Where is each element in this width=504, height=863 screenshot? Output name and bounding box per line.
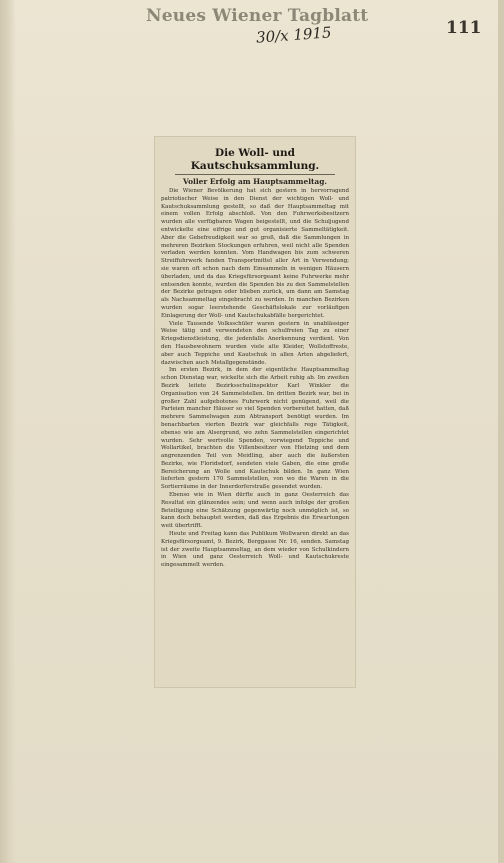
article-paragraph: Heute und Freitag kann das Publikum Wollwaren direkt an das Kriegsfürsorgeamt, 9. Bezirk, Berggasse Nr. 16, senden. Samstag ist der zweite Hauptsammeltag, an dem wieder von Schulkindern in Wien und ganz Oesterreich Woll- und Kautschukreste eingesammelt werden. (161, 531, 349, 569)
binding-fold (0, 0, 16, 863)
page-edge (498, 0, 504, 863)
article-subheadline: Voller Erfolg am Hauptsammeltag. (183, 177, 327, 186)
handwritten-date: 30/x 1915 (255, 23, 333, 47)
headline-rule (175, 174, 335, 175)
article-paragraph: Viele Tausende Volksschüler waren gestern in unablässiger Weise tätig und verwendeten den schulfreien Tag zu einer Kriegsdienstleistung, die jedenfalls Anerkennung verdient. Von den Hausbewohnern wurden viele alte Kleider, Wollstoffreste, aber auch Teppiche und Kautschuk in allen Arten abgeliefert, dazwischen auch Metallgegenstände. (161, 320, 349, 366)
newspaper-clipping (155, 137, 355, 687)
page-number: 111 (446, 18, 482, 38)
article-paragraph: Im ersten Bezirk, in dem der eigentliche Hauptsammeltag schon Dienstag war, wickelte sich die Arbeit ruhig ab. Im zweiten Bezirk leitete Bezirksschulinspektor Karl Winkler die Organisation von 24 Sammelstellen. Im dritten Bezirk war, bei in großer Zahl aufgebotenes Fuhrwerk nicht genügend, weil die Parteien mancher Häuser so viel Spenden vorbereitet hatten, daß mehrere Sammelwagen zum Abtransport benötigt wurden. Im benachbarten vierten Bezirk war gleichfalls rege Tätigkeit, ebenso wie am Alsergrund, wo zehn Sammelstellen eingerichtet wurden. Sehr wertvolle Spenden, vorwiegend Teppiche und Wollartikel, brachten die Villenbesitzer von Hietzing und dem angrenzenden Teil von Meidling, aber auch die äußersten Bezirke, wie Floridsdorf, sendeten viele Gaben, die eine große Bereicherung an Wolle und Kautschuk bilden. In ganz Wien lieferten gestern 170 Sammelstellen, von wo die Waren in die Sortierräume in der Innerdorferstraße gesendet wurden. (161, 367, 349, 491)
newspaper-masthead: Neues Wiener Tagblatt (146, 6, 369, 26)
article-paragraph: Ebenso wie in Wien dürfte auch in ganz Oesterreich das Resultat ein glänzendes sein; und wenn auch infolge der großen Beteiligung eine Schätzung gegenwärtig noch unmöglich ist, so kann doch behauptet werden, daß das Ergebnis die Erwartungen weit übertrifft. (161, 492, 349, 530)
article-paragraph: Die Wiener Bevölkerung hat sich gestern in hervorragend patriotischer Weise in den Dienst der wichtigen Woll- und Kautschuksammlung gestellt, so daß der Hauptsammeltag mit einem vollen Erfolg abschloß. Von den Fuhrwerksbesitzern wurden alle verfügbaren Wagen beigestellt, und die Schuljugend entwickelte eine eifrige und gut organisierte Sammeltätigkeit. Aber die Gebefreudigkeit war so groß, daß die Sammlungen in mehreren Bezirken Stockungen erfuhren, weil nicht alle Spenden verladen werden konnten. Vom Handwagen bis zum schweren Streiffuhrwerk fanden Transportmittel aller Art in Verwendung; sie waren oft schon nach dem Einsammeln in wenigen Häusern überladen, und da das Kriegsfürsorgeamt keine Fuhrwerke mehr entsenden konnte, wurden die Spenden bis zu den Sammelstellen der Bezirke getragen oder blieben zurück, um dann am Samstag als Nachsammeltag eingebracht zu werden. In manchen Bezirken wurden sogar leerstehende Geschäftslokale zur vorläufigen Einlagerung der Woll- und Kautschukabfälle hergerichtet. (161, 188, 349, 319)
article-headline: Die Woll- und Kautschuksammlung. (190, 147, 320, 172)
